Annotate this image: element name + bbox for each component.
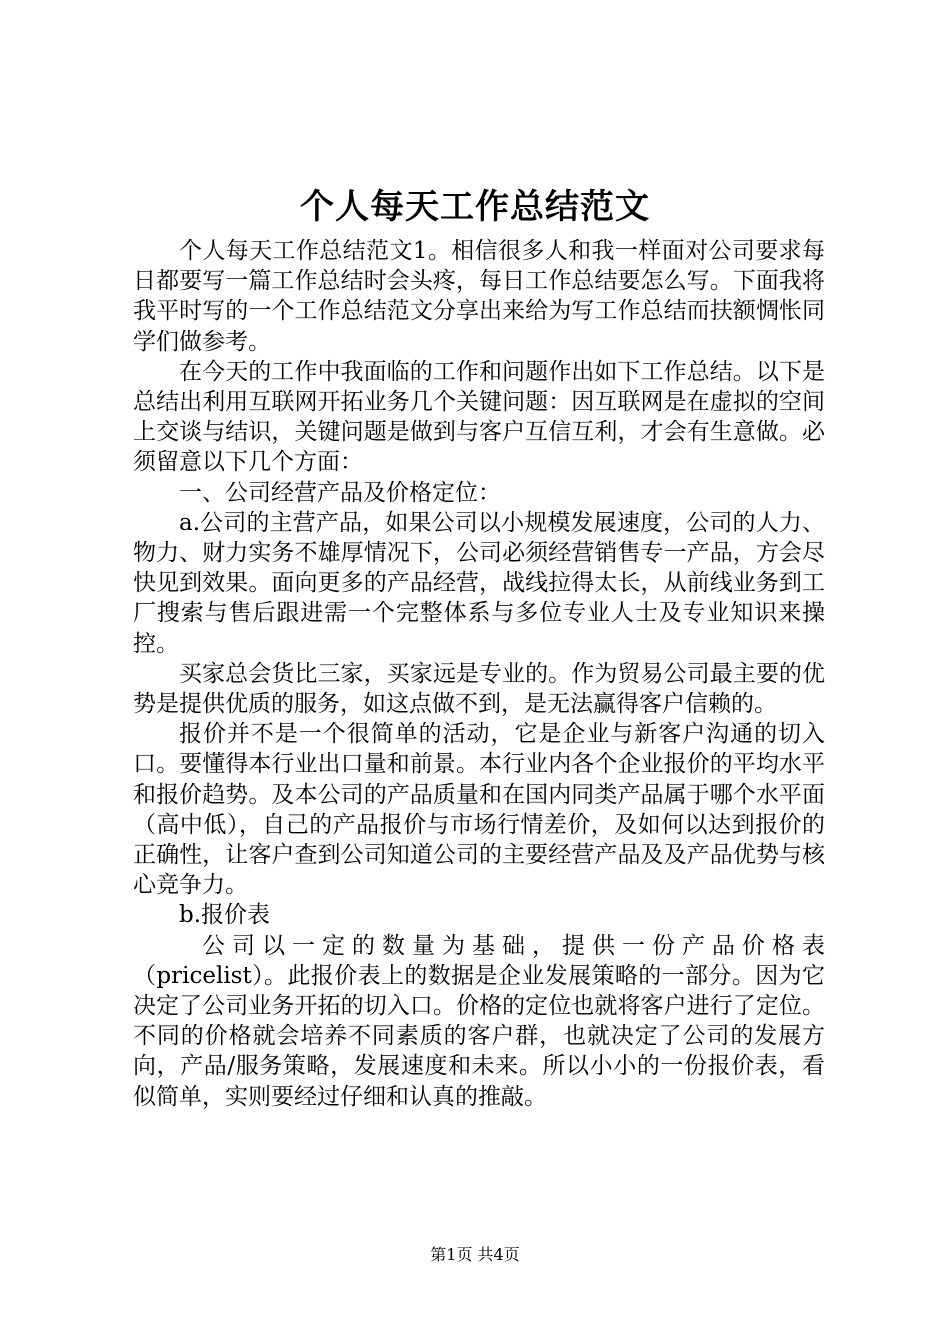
page-number-footer: 第1页 共4页 (430, 1245, 520, 1264)
paragraph-buyers: 买家总会货比三家，买家远是专业的。作为贸易公司最主要的优势是提供优质的服务，如这点做不到，是无法赢得客户信赖的。 (133, 660, 825, 718)
document-title: 个人每天工作总结范文 (300, 187, 650, 227)
paragraph-price-list: 公司以一定的数量为基础，提供一份产品价格表（pricelist）。此报价表上的数据是企业发展策略的一部分。因为它决定了公司业务开拓的切入口。价格的定位也就将客户进行了定位。不同的价格就会培养不同素质的客户群，也就决定了公司的发展方向，产品/服务策略，发展速度和未来。所以小小的一份报价表，看似简单，实则要经过仔细和认真的推敲。 (133, 932, 825, 1110)
paragraph-summary: 在今天的工作中我面临的工作和问题作出如下工作总结。以下是总结出利用互联网开拓业务几个关键问题：因互联网是在虚拟的空间上交谈与结识，关键问题是做到与客户互信互利，才会有生意做。必须留意以下几个方面： (133, 358, 825, 476)
paragraph-intro: 个人每天工作总结范文1。相信很多人和我一样面对公司要求每日都要写一篇工作总结时会头疼，每日工作总结要怎么写。下面我将我平时写的一个工作总结范文分享出来给为写工作总结而扶额惆怅同学们做参考。 (133, 238, 825, 355)
subheading-price-list: b.报价表 (179, 902, 271, 929)
paragraph-quotation: 报价并不是一个很简单的活动，它是企业与新客户沟通的切入口。要懂得本行业出口量和前景。本行业内各个企业报价的平均水平和报价趋势。及本公司的产品质量和在国内同类产品属于哪个水平面（高中低），自己的产品报价与市场行情差价，及如何以达到报价的正确性，让客户查到公司知道公司的主要经营产品及及产品优势与核心竞争力。 (133, 721, 825, 899)
paragraph-main-products: a.公司的主营产品，如果公司以小规模发展速度，公司的人力、物力、财力实务不雄厚情况下，公司必须经营销售专一产品，方会尽快见到效果。面向更多的产品经营，战线拉得太长，从前线业务到工厂搜索与售后跟进需一个完整体系与多位专业人士及专业知识来操控。 (133, 509, 825, 657)
document-body (133, 236, 825, 1112)
section-heading-product-pricing: 一、公司经营产品及价格定位： (179, 479, 501, 506)
